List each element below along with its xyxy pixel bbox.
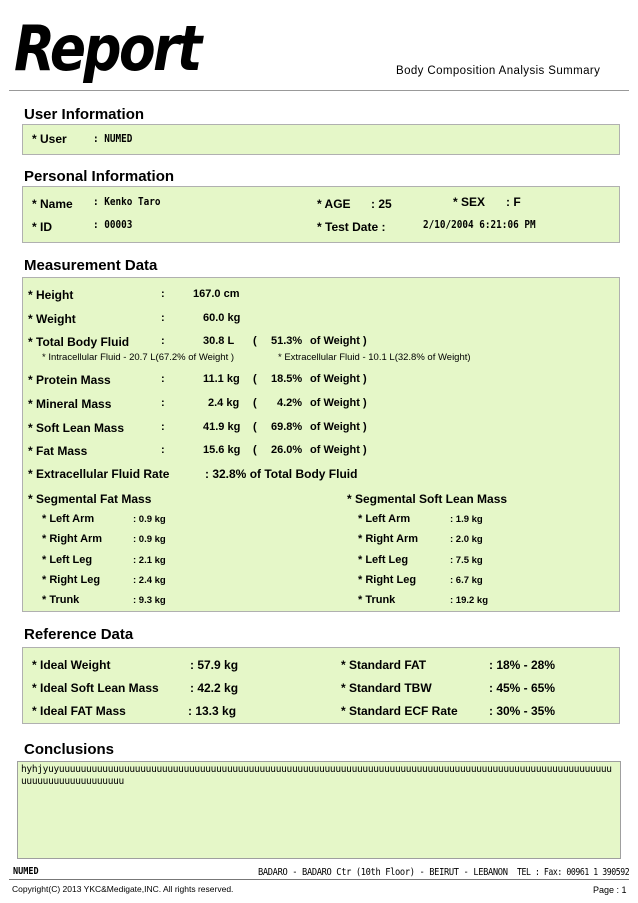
footer-page: Page : 1 (593, 885, 627, 895)
id-value: : 00003 (93, 218, 133, 231)
seg-fat-value: : 0.9 kg (133, 534, 166, 545)
age-label: * AGE (317, 197, 351, 211)
icf-note: * Intracellular Fluid - 20.7 L(67.2% of Weight ) (42, 352, 235, 363)
ideal-slm-value: : 42.2 kg (190, 681, 239, 695)
height-value: 167.0 cm (193, 288, 240, 300)
sex-label: * SEX (453, 195, 486, 209)
seg-lean-title: * Segmental Soft Lean Mass (347, 492, 508, 506)
mineral-colon: : (161, 397, 165, 409)
footer-divider (9, 879, 629, 880)
footer-copyright: Copyright(C) 2013 YKC&Medigate,INC. All rights reserved. (12, 884, 234, 894)
conclusions-heading: Conclusions (24, 741, 115, 758)
seg-lean-value: : 6.7 kg (450, 575, 483, 586)
age-value: : 25 (371, 197, 392, 211)
soft-lean-of: of Weight ) (310, 421, 367, 433)
seg-lean-label: * Left Leg (358, 554, 409, 566)
std-fat-label: * Standard FAT (341, 658, 427, 672)
seg-lean-value: : 19.2 kg (450, 595, 489, 606)
seg-lean-label: * Right Arm (358, 533, 419, 545)
seg-lean-label: * Right Leg (358, 574, 417, 586)
user-value: : NUMED (93, 132, 133, 145)
tbf-colon: : (161, 335, 165, 347)
height-colon: : (161, 288, 165, 300)
ideal-weight-value: : 57.9 kg (190, 658, 239, 672)
personal-info-heading: Personal Information (24, 168, 175, 185)
tbf-pct: 51.3% (271, 335, 303, 347)
soft-lean-value: 41.9 kg (203, 421, 241, 433)
test-date-value: 2/10/2004 6:21:06 PM (423, 218, 536, 231)
seg-fat-value: : 9.3 kg (133, 595, 166, 606)
mineral-of: of Weight ) (310, 397, 367, 409)
footer-company: NUMED (13, 866, 39, 877)
ecf-note: * Extracellular Fluid - 10.1 L(32.8% of Weight) (278, 352, 471, 363)
footer-tel: TEL : Fax: 00961 1 390592 (517, 867, 630, 878)
seg-fat-label: * Left Leg (42, 554, 93, 566)
ideal-slm-label: * Ideal Soft Lean Mass (32, 681, 159, 695)
conclusions-text: hyhjyuyuuuuuuuuuuuuuuuuuuuuuuuuuuuuuuuuuuuuuuuuuuuuuuuuuuuuuuuuuuuuuuuuuuuuuuuuuuuuuuuuuuuuuuuuuuuuuuuuuuuuuuuuuuuuuuuuuuuuuuuuu (21, 764, 612, 787)
seg-fat-label: * Right Arm (42, 533, 103, 545)
fat-colon: : (161, 444, 165, 456)
header-divider (9, 90, 629, 91)
seg-fat-label: * Right Leg (42, 574, 101, 586)
fat-value: 15.6 kg (203, 444, 241, 456)
seg-lean-label: * Trunk (358, 594, 396, 606)
report-subtitle: Body Composition Analysis Summary (396, 65, 601, 77)
mineral-paren: ( (253, 397, 257, 409)
report-title: Report (14, 12, 200, 85)
protein-pct: 18.5% (271, 373, 303, 385)
fat-paren: ( (253, 444, 257, 456)
measurement-heading: Measurement Data (24, 257, 158, 274)
footer-address: BADARO - BADARO Ctr (10th Floor) - BEIRUT - LEBANON (258, 867, 508, 878)
mineral-pct: 4.2% (277, 397, 303, 409)
protein-colon: : (161, 373, 165, 385)
seg-lean-label: * Left Arm (358, 513, 411, 525)
tbf-label: * Total Body Fluid (28, 335, 130, 349)
seg-fat-value: : 0.9 kg (133, 514, 166, 525)
seg-fat-title: * Segmental Fat Mass (28, 492, 152, 506)
std-ecf-label: * Standard ECF Rate (341, 704, 458, 718)
soft-lean-colon: : (161, 421, 165, 433)
seg-fat-value: : 2.4 kg (133, 575, 166, 586)
seg-lean-value: : 2.0 kg (450, 534, 483, 545)
height-label: * Height (28, 288, 74, 302)
protein-label: * Protein Mass (28, 373, 111, 387)
name-label: * Name (32, 197, 73, 211)
weight-value: 60.0 kg (203, 312, 241, 324)
seg-fat-label: * Trunk (42, 594, 80, 606)
protein-of: of Weight ) (310, 373, 367, 385)
seg-fat-label: * Left Arm (42, 513, 95, 525)
user-label: * User (32, 132, 67, 146)
mineral-label: * Mineral Mass (28, 397, 112, 411)
soft-lean-paren: ( (253, 421, 257, 433)
seg-fat-value: : 2.1 kg (133, 555, 166, 566)
ideal-fat-value: : 13.3 kg (188, 704, 237, 718)
tbf-value: 30.8 L (203, 335, 235, 347)
sex-value: : F (506, 195, 521, 209)
protein-paren: ( (253, 373, 257, 385)
tbf-of: of Weight ) (310, 335, 367, 347)
soft-lean-pct: 69.8% (271, 421, 303, 433)
name-value: : Kenko Taro (93, 195, 161, 208)
ideal-fat-label: * Ideal FAT Mass (32, 704, 126, 718)
std-ecf-value: : 30% - 35% (489, 704, 556, 718)
weight-label: * Weight (28, 312, 76, 326)
reference-heading: Reference Data (24, 626, 134, 643)
protein-value: 11.1 kg (203, 373, 240, 385)
std-tbw-label: * Standard TBW (341, 681, 432, 695)
std-tbw-value: : 45% - 65% (489, 681, 556, 695)
std-fat-value: : 18% - 28% (489, 658, 556, 672)
test-date-label: * Test Date : (317, 220, 386, 234)
fat-of: of Weight ) (310, 444, 367, 456)
ideal-weight-label: * Ideal Weight (32, 658, 111, 672)
seg-lean-value: : 1.9 kg (450, 514, 483, 525)
mineral-value: 2.4 kg (208, 397, 240, 409)
fat-label: * Fat Mass (28, 444, 88, 458)
id-label: * ID (32, 220, 53, 234)
fat-pct: 26.0% (271, 444, 303, 456)
user-info-heading: User Information (24, 106, 145, 123)
tbf-paren: ( (253, 335, 257, 347)
conclusions-box (17, 761, 621, 859)
ecf-rate-value: : 32.8% of Total Body Fluid (205, 467, 358, 481)
ecf-rate-label: * Extracellular Fluid Rate (28, 467, 170, 481)
soft-lean-label: * Soft Lean Mass (28, 421, 125, 435)
seg-lean-value: : 7.5 kg (450, 555, 483, 566)
weight-colon: : (161, 312, 165, 324)
